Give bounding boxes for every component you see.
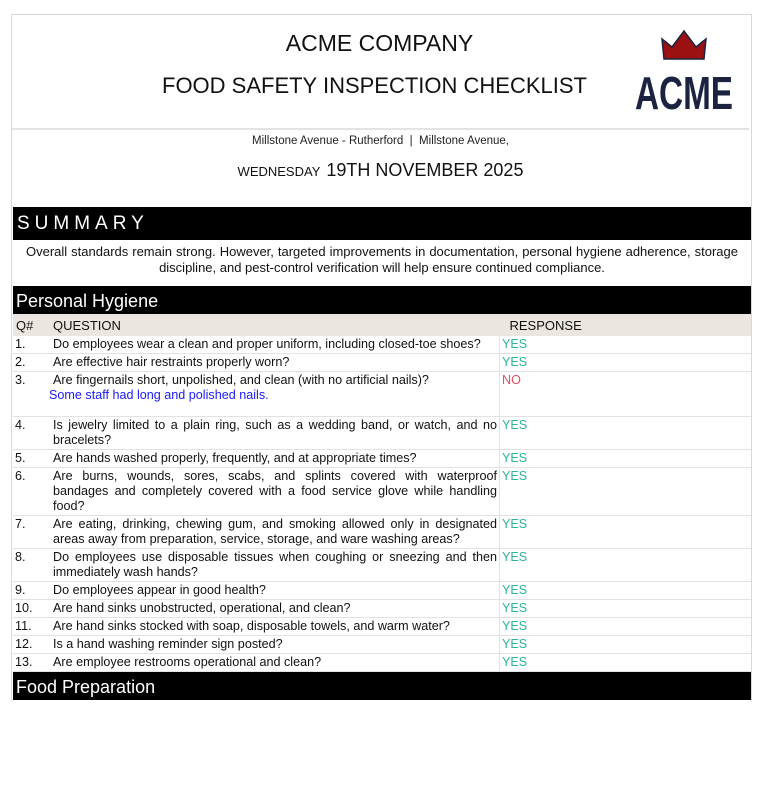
table-row: [13, 354, 751, 372]
response[interactable]: YES: [500, 636, 752, 654]
document-body: [12, 207, 751, 700]
question-number: 13.: [13, 654, 53, 672]
svg-text:ACME: ACME: [635, 67, 733, 119]
question-text: Are employee restrooms operational and clean?: [53, 655, 322, 669]
question-cell: [53, 354, 500, 372]
col-response: RESPONSE: [500, 314, 752, 336]
question-cell: [53, 549, 500, 582]
question-number: 12.: [13, 636, 53, 654]
question-text: Are effective hair restraints properly worn?: [53, 355, 290, 369]
company-name: ACME COMPANY: [285, 30, 474, 56]
table-row: [13, 582, 751, 600]
question-text: Are eating, drinking, chewing gum, and smoking allowed only in designated areas away from preparation, service, storage, and ware washing areas?: [53, 517, 497, 546]
question-cell: [53, 654, 500, 672]
response[interactable]: YES: [500, 417, 752, 450]
header-divider: [12, 128, 749, 130]
summary-text: Overall standards remain strong. However, targeted improvements in documentation, personal hygiene adherence, storage discipline, and pest-control verification will help ensure continued compliance.: [26, 244, 738, 275]
section-heading-food-preparation: Food Preparation: [13, 672, 751, 700]
address: Millstone Avenue - Rutherford | Millstone Avenue,: [252, 135, 509, 147]
section-heading-personal-hygiene: Personal Hygiene: [13, 286, 751, 314]
question-text: Do employees appear in good health?: [53, 583, 266, 597]
question-cell: [53, 336, 500, 354]
document-page: [11, 14, 752, 700]
response[interactable]: YES: [500, 618, 752, 636]
table-row: [13, 372, 751, 417]
response[interactable]: YES: [500, 336, 752, 354]
question-cell: [53, 450, 500, 468]
question-cell: [53, 417, 500, 450]
document-header: [12, 15, 751, 207]
acme-logo: [632, 27, 737, 127]
inspector-note: Some staff had long and polished nails.: [49, 388, 269, 402]
question-text: Do employees wear a clean and proper uniform, including closed-toe shoes?: [53, 337, 481, 351]
table-row: [13, 468, 751, 516]
question-text: Are burns, wounds, sores, scabs, and splints covered with waterproof bandages and completely covered with a food service glove while handling food?: [53, 469, 497, 513]
question-cell: [53, 516, 500, 549]
question-text: Are fingernails short, unpolished, and clean (with no artificial nails)?: [53, 373, 429, 387]
date: 19TH NOVEMBER 2025: [326, 160, 524, 180]
response[interactable]: YES: [500, 450, 752, 468]
response[interactable]: YES: [500, 354, 752, 372]
question-number: 6.: [13, 468, 53, 516]
question-cell: [53, 582, 500, 600]
question-number: 10.: [13, 600, 53, 618]
question-text: Is a hand washing reminder sign posted?: [53, 637, 283, 651]
table-row: [13, 618, 751, 636]
crown-icon: [662, 31, 706, 59]
question-text: Is jewelry limited to a plain ring, such as a wedding band, or watch, and no bracelets?: [53, 418, 497, 447]
col-question: QUESTION: [53, 314, 500, 336]
checklist-table: [13, 314, 751, 672]
table-row: [13, 450, 751, 468]
question-text: Are hands washed properly, frequently, and at appropriate times?: [53, 451, 417, 465]
question-cell: [49, 372, 500, 417]
document-title: FOOD SAFETY INSPECTION CHECKLIST: [162, 73, 587, 98]
inspection-date: [12, 160, 749, 181]
response[interactable]: YES: [500, 582, 752, 600]
col-qnum: Q#: [13, 314, 53, 336]
question-number: 2.: [13, 354, 53, 372]
question-number: 1.: [13, 336, 53, 354]
table-row: [13, 549, 751, 582]
response[interactable]: YES: [500, 600, 752, 618]
response[interactable]: YES: [500, 654, 752, 672]
table-row: [13, 336, 751, 354]
question-text: Are hand sinks unobstructed, operational, and clean?: [53, 601, 351, 615]
question-cell: [53, 618, 500, 636]
weekday: WEDNESDAY: [237, 164, 321, 179]
table-row: [13, 417, 751, 450]
question-number: 5.: [13, 450, 53, 468]
table-row: [13, 636, 751, 654]
response[interactable]: YES: [500, 549, 752, 582]
question-text: Are hand sinks stocked with soap, disposable towels, and warm water?: [53, 619, 450, 633]
summary-heading: SUMMARY: [13, 207, 751, 240]
question-cell: [53, 468, 500, 516]
question-text: Do employees use disposable tissues when coughing or sneezing and then immediately wash hands?: [53, 550, 497, 579]
question-number: 9.: [13, 582, 53, 600]
question-number: 8.: [13, 549, 53, 582]
question-cell: [53, 600, 500, 618]
table-row: [13, 600, 751, 618]
response[interactable]: NO: [500, 372, 752, 417]
question-cell: [53, 636, 500, 654]
question-number: 7.: [13, 516, 53, 549]
response[interactable]: YES: [500, 516, 752, 549]
question-number: 4.: [13, 417, 53, 450]
question-number: 3.: [13, 372, 53, 417]
table-row: [13, 654, 751, 672]
response[interactable]: YES: [500, 468, 752, 516]
table-row: [13, 516, 751, 549]
question-number: 11.: [13, 618, 53, 636]
